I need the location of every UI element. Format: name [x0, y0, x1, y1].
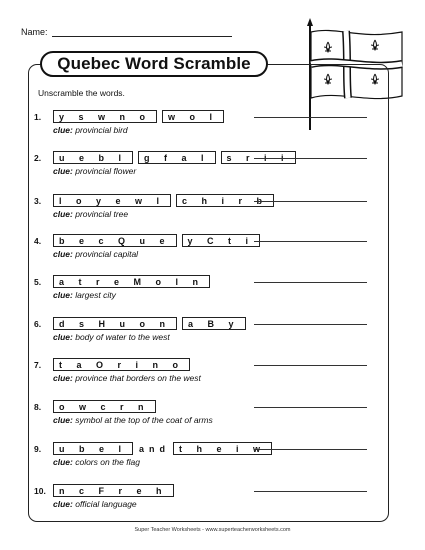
clue-label: clue: [53, 457, 73, 467]
scrambled-letters: t a O r i n o [59, 359, 185, 370]
instructions: Unscramble the words. [38, 88, 125, 98]
scrambled-letters-box [53, 151, 133, 164]
connector-word: and [139, 443, 171, 454]
scramble-row [34, 109, 374, 124]
scrambled-letters-box [182, 234, 261, 247]
item-number: 4. [34, 235, 42, 246]
scramble-item [34, 193, 374, 219]
scramble-item [34, 109, 374, 135]
clue-text: provincial bird [75, 125, 128, 135]
item-number: 3. [34, 195, 42, 206]
answer-line[interactable] [254, 201, 367, 202]
scrambled-letters: u b e l [59, 443, 128, 454]
clue-text: colors on the flag [75, 457, 140, 467]
clue [53, 290, 374, 300]
clue [53, 499, 374, 509]
footer: Super Teacher Worksheets - www.superteacherworksheets.com [134, 527, 291, 533]
clue [53, 166, 374, 176]
title-connector-line [268, 64, 318, 65]
scrambled-letters: u e b l [59, 152, 128, 163]
scramble-row [34, 316, 374, 331]
scramble-row [34, 399, 374, 414]
scramble-row [34, 233, 374, 248]
clue-text: province that borders on the west [75, 373, 201, 383]
scrambled-letters: n c F r e h [59, 485, 168, 496]
clue-label: clue: [53, 249, 73, 259]
clue-label: clue: [53, 166, 73, 176]
clue-text: provincial flower [75, 166, 137, 176]
scramble-item [34, 483, 374, 509]
scrambled-letters: a B y [188, 318, 240, 329]
scrambled-letters-box [53, 442, 133, 455]
answer-line[interactable] [254, 324, 367, 325]
answer-line[interactable] [254, 407, 367, 408]
item-number: 5. [34, 276, 42, 287]
answer-line[interactable] [254, 282, 367, 283]
scrambled-letters: g f a l [144, 152, 210, 163]
scramble-item [34, 316, 374, 342]
item-number: 8. [34, 401, 42, 412]
scrambled-letters-box [53, 194, 171, 207]
scramble-row [34, 150, 374, 165]
scramble-item [34, 399, 374, 425]
clue-text: body of water to the west [75, 332, 170, 342]
item-number: 6. [34, 318, 42, 329]
clue [53, 373, 374, 383]
clue-label: clue: [53, 209, 73, 219]
clue-label: clue: [53, 373, 73, 383]
scramble-item [34, 150, 374, 176]
clue-text: official language [75, 499, 137, 509]
scramble-row [34, 441, 374, 456]
scrambled-letters-box [53, 275, 210, 288]
clue-label: clue: [53, 290, 73, 300]
scrambled-letters-box [138, 151, 216, 164]
scrambled-letters-box [162, 110, 224, 123]
clue [53, 209, 374, 219]
answer-line[interactable] [254, 491, 367, 492]
answer-line[interactable] [254, 241, 367, 242]
clue-text: symbol at the top of the coat of arms [75, 415, 213, 425]
scramble-item [34, 357, 374, 383]
scrambled-letters: a t r e M o l n [59, 276, 205, 287]
name-label: Name: [21, 27, 48, 37]
scrambled-letters-box [53, 484, 174, 497]
scramble-item [34, 233, 374, 259]
scrambled-letters: d s H u o n [59, 318, 171, 329]
scrambled-letters-box [53, 400, 156, 413]
item-number: 1. [34, 111, 42, 122]
answer-line[interactable] [254, 158, 367, 159]
scrambled-letters: y s w n o [59, 111, 152, 122]
scrambled-letters-box [53, 110, 157, 123]
scrambled-letters-box [53, 358, 190, 371]
name-field[interactable] [52, 27, 232, 37]
scrambled-letters: b e c Q u e [59, 235, 171, 246]
clue [53, 332, 374, 342]
scrambled-letters: l o y e w l [59, 195, 166, 206]
item-number: 10. [34, 485, 46, 496]
clue-label: clue: [53, 125, 73, 135]
clue [53, 415, 374, 425]
clue-text: largest city [75, 290, 116, 300]
scramble-row [34, 193, 374, 208]
item-number: 9. [34, 443, 42, 454]
clue-label: clue: [53, 332, 73, 342]
clue-text: provincial capital [75, 249, 139, 259]
clue-label: clue: [53, 499, 73, 509]
scramble-row [34, 274, 374, 289]
scrambled-letters-box [182, 317, 246, 330]
clue-label: clue: [53, 415, 73, 425]
scramble-row [34, 483, 374, 498]
scramble-item [34, 441, 374, 467]
answer-line[interactable] [254, 449, 367, 450]
clue [53, 457, 374, 467]
scrambled-letters: c h i r b [182, 195, 269, 206]
answer-line[interactable] [254, 117, 367, 118]
scramble-item [34, 274, 374, 300]
scrambled-letters: t h e i w [179, 443, 267, 454]
clue [53, 125, 374, 135]
item-number: 2. [34, 152, 42, 163]
scrambled-letters-box [53, 317, 177, 330]
scramble-row [34, 357, 374, 372]
scrambled-letters-box [53, 234, 177, 247]
scrambled-letters: w o l [168, 111, 219, 122]
clue-text: provincial tree [75, 209, 129, 219]
item-number: 7. [34, 359, 42, 370]
answer-line[interactable] [254, 365, 367, 366]
scrambled-letters: o w c r n [59, 401, 150, 412]
name-row [21, 27, 232, 37]
scrambled-letters: y C t i [187, 235, 255, 246]
scrambled-letters: s r i i [226, 152, 290, 163]
page-title: Quebec Word Scramble [40, 51, 268, 77]
clue [53, 249, 374, 259]
